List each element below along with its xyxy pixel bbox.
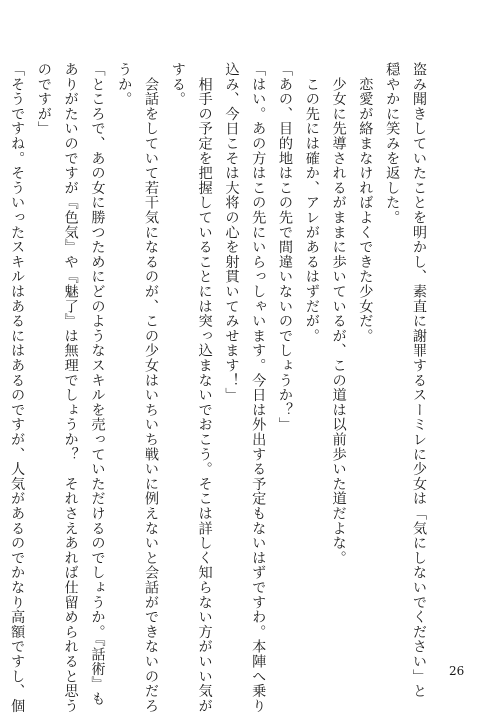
text-line: 会話をしていて若干気になるのが、この少女はいちいち戦いに例えないと会話ができないのだろ bbox=[143, 62, 160, 713]
text-line: 恋愛が絡まなければよくできた少女だ。 bbox=[357, 62, 374, 344]
text-line: 盗み聞きしていたことを明かし、素直に謝罪するスーミレに少女は「気にしないでください」と bbox=[411, 62, 427, 699]
text-line: 相手の予定を把握していることには突っ込まないでおこう。そこは詳しく知らない方がいい気が bbox=[196, 62, 213, 713]
text-line: 「ところで、あの女に勝つためにどのようなスキルを売っていただけるのでしょうか。『話術』も bbox=[89, 62, 106, 707]
text-line: この先には確か、アレがあるはずだが。 bbox=[303, 62, 320, 344]
text-line: ありがたいのですが『色気』や『魅了』は無理でしょうか？ それさえあれば仕留められると思う bbox=[62, 62, 79, 713]
text-line: 少女に先導されるがままに歩いているが、この道は以前歩いた道だよな。 bbox=[330, 62, 347, 566]
text-line: 「あの、目的地はこの先で間違いないのでしょうか？」 bbox=[277, 62, 294, 432]
text-line: 「はい。あの方はこの先にいらっしゃいます。今日は外出する予定もないはずですわ。本陣へ乗り bbox=[250, 62, 267, 713]
body-text bbox=[9, 62, 432, 713]
text-line: 穏やかに笑みを返した。 bbox=[384, 62, 401, 225]
text-line: する。 bbox=[169, 62, 186, 107]
text-line: のですが」 bbox=[35, 62, 52, 136]
text-line: 込み、今日こそは大将の心を射貫いてみせます！」 bbox=[223, 62, 240, 403]
text-line: うか。 bbox=[116, 62, 133, 107]
text-line: 「そうですね。そういったスキルはあるにはあるのですが、人気があるのでかなり高額ですし、個 bbox=[9, 62, 26, 713]
page-number: 26 bbox=[449, 664, 465, 678]
